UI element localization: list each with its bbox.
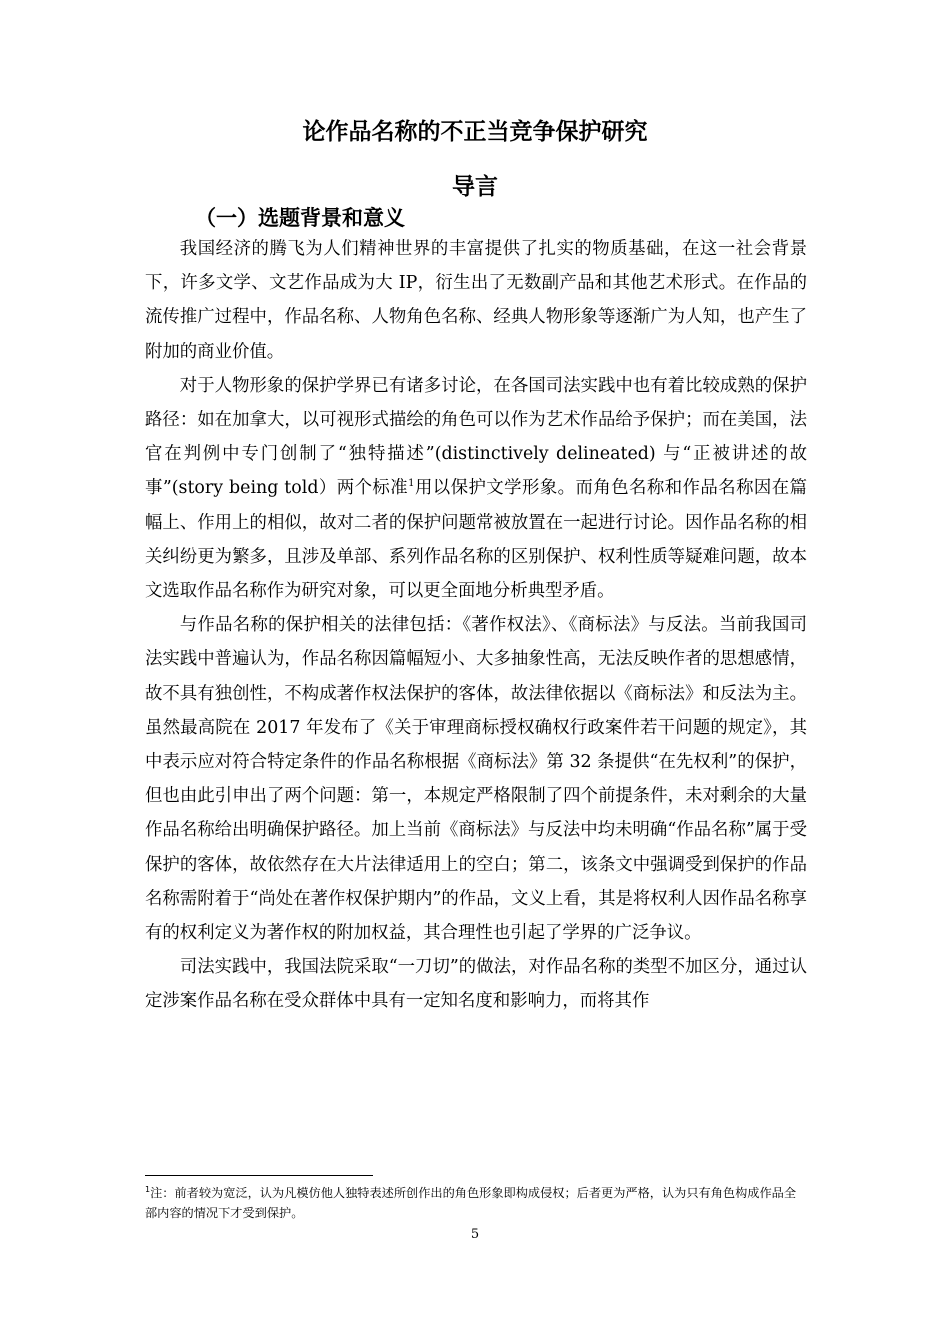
footnote-reference[interactable]: 1	[408, 478, 415, 490]
paragraph-2	[145, 369, 807, 608]
paragraph-1: 我国经济的腾飞为人们精神世界的丰富提供了扎实的物质基础，在这一社会背景下，许多文学、文艺作品成为大 IP，衍生出了无数副产品和其他艺术形式。在作品的流传推广过程中，作品名称、人物角色名称、经典人物形象等逐渐广为人知，也产生了附加的商业价值。	[145, 239, 807, 362]
section-heading: 导言	[452, 174, 498, 200]
footnote-divider	[145, 1175, 373, 1176]
page-number: 5	[470, 1227, 480, 1242]
sub-heading: （一）选题背景和意义	[195, 206, 405, 230]
paragraph-2-part-2: 用以保护文学形象。而角色名称和作品名称因在篇幅上、作用上的相似，故对二者的保护问题常被放置在一起进行讨论。因作品名称的相关纠纷更为繁多，且涉及单部、系列作品名称的区别保护、权利性质等疑难问题，故本文选取作品名称作为研究对象，可以更全面地分析典型矛盾。	[145, 478, 807, 602]
body-text	[145, 232, 807, 1019]
footnote	[145, 1183, 805, 1223]
paragraph-3: 与作品名称的保护相关的法律包括：《著作权法》、《商标法》与反法。当前我国司法实践中普遍认为，作品名称因篇幅短小、大多抽象性高，无法反映作者的思想感情，故不具有独创性，不构成著作权法保护的客体，故法律依据以《商标法》和反法为主。虽然最高院在 2017 年发布了《关于审理商标授权确权行政案件若干问题的规定》，其中表示应对符合特定条件的作品名称根据《商标法》第 32 条提供“在先权利”的保护，但也由此引申出了两个问题：第一，本规定严格限制了四个前提条件，未对剩余的大量作品名称给出明确保护路径。加上当前《商标法》与反法中均未明确“作品名称”属于受保护的客体，故依然存在大片法律适用上的空白；第二，该条文中强调受到保护的作品名称需附着于“尚处在著作权保护期内”的作品，文义上看，其是将权利人因作品名称享有的权利定义为著作权的附加权益，其合理性也引起了学界的广泛争议。	[145, 615, 807, 944]
footnote-text: 注：前者较为宽泛，认为凡模仿他人独特表述所创作出的角色形象即构成侵权；后者更为严格，认为只有角色构成作品全部内容的情况下才受到保护。	[145, 1186, 797, 1220]
paper-title: 论作品名称的不正当竞争保护研究	[302, 119, 648, 145]
footnote-marker: 1	[145, 1184, 151, 1194]
paragraph-4: 司法实践中，我国法院采取“一刀切”的做法，对作品名称的类型不加区分，通过认定涉案作品名称在受众群体中具有一定知名度和影响力，而将其作	[145, 957, 807, 1012]
paragraph-2-part-1: 对于人物形象的保护学界已有诸多讨论，在各国司法实践中也有着比较成熟的保护路径：如在加拿大，以可视形式描绘的角色可以作为艺术作品给予保护；而在美国，法官在判例中专门创制了“独特描述”(distinctively delineated) 与“正被讲述的故事”(story being told）两个标准	[145, 375, 807, 499]
